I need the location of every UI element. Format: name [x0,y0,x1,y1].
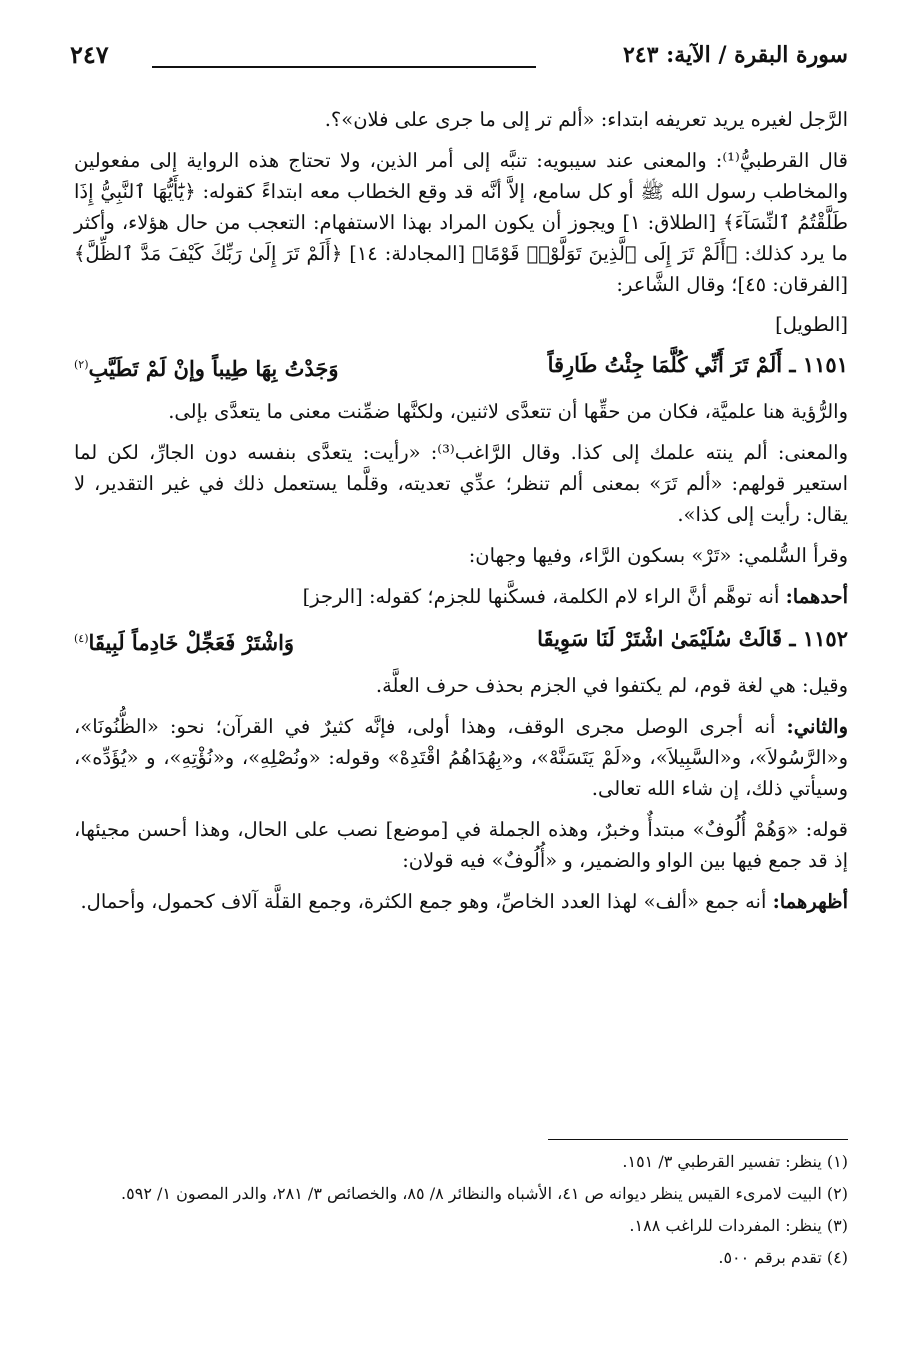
verse-text: قَالَتْ سُلَيْمَىٰ اشْتَرْ لَنَا سَوِيقَا [537,626,783,651]
footnote-separator [548,1139,848,1140]
verse-number: ١١٥٢ ـ [789,626,848,651]
footnote-4: (٤) تقدم برقم ٥٠٠. [718,1248,848,1267]
verse-text: وَجَدْتُ بِهَا طِيباً وإنْ لَمْ تَطَيَّبِ [88,356,339,381]
verse-1151 [74,348,848,386]
lead-word: أحدهما: [785,585,848,608]
paragraph-10 [74,886,848,917]
paragraph-9: قوله: «وَهُمْ أُلُوفٌ» مبتدأٌ وخبرٌ، وهذه الجملة في [موضع] نصب على الحال، وهذا أحسن مجيئها، إذ قد جمع فيها بين الواو والضمير، و «أُلُوفٌ» فيه قولان: [74,818,848,872]
main-text [74,104,848,927]
paragraph-text: أنه توهَّم أنَّ الراء لام الكلمة، فسكَّنها للجزم؛ كقوله: [الرجز] [302,585,786,608]
verse-1152-second-hemistich [74,622,294,660]
page-number: ٢٤٧ [70,40,109,69]
footnote-2: (٢) البيت لامرىء القيس ينظر ديوانه ص ٤١، الأشباه والنظائر ٨/ ٨٥، والخصائص ٣/ ٢٨١، والدر المصون ١/ ٥٩٢. [121,1184,848,1203]
paragraph-1: الرَّجل لغيره يريد تعريفه ابتداء: «ألم تر إلى ما جرى على فلان»؟. [324,108,848,131]
footnote-1: (١) ينظر: تفسير القرطبي ٣/ ١٥١. [622,1152,848,1171]
verse-text: وَاشْتَرْ فَعَجِّلْ خَادِماً لَبِيقَا [88,630,295,655]
footnote-ref[interactable]: (٤) [74,632,89,645]
paragraph-5: وقرأ السُّلمي: «تَرْ» بسكون الرَّاء، وفيها وجهان: [468,544,848,567]
lead-word: أظهرهما: [772,890,848,913]
lead-word: والثاني: [786,715,848,738]
header-title: سورة البقرة / الآية: ٢٤٣ [622,42,848,68]
footnotes [74,1148,848,1276]
paragraph-8 [74,711,848,804]
footnote-3: (٣) ينظر: المفردات للراغب ١٨٨. [629,1216,848,1235]
paragraph-2: قال القرطبيُّ⁽¹⁾: والمعنى عند سيبويه: تنبَّه إلى أمر الذين، ولا تحتاج هذه الرواية إلى مفعولين والمخاطب رسول الله ﷺ أو كل سامع، إلاَّ أنَّه قد وقع الخطاب معه ابتداءً كقوله: ﴿يَٰٓأَيُّهَا ٱلنَّبِيُّ إِذَا طَلَّقْتُمُ ٱلنِّسَآءَ﴾ [الطلاق: ١] ويجوز أن يكون المراد بهذا الاستفهام: التعجب من حال هؤلاء، وأكثر ما يرد كذلك: ﴿أَلَمْ تَرَ إِلَى ٱلَّذِينَ تَوَلَّوْا۟ قَوْمًا﴾ [المجادلة: ١٤] ﴿أَلَمْ تَرَ إِلَىٰ رَبِّكَ كَيْفَ مَدَّ ٱلظِّلَّ﴾ [الفرقان: ٤٥]؛ وقال الشَّاعر: [74,149,849,296]
meter-label-tawil: [الطويل] [775,313,848,336]
paragraph-text: أنه جمع «ألف» لهذا العدد الخاصِّ، وهو جمع الكثرة، وجمع القلَّة آلاف كحمول، وأحمال. [80,890,773,913]
verse-number: ١١٥١ ـ [789,352,848,377]
header-rule [152,66,536,68]
paragraph-6 [74,581,848,612]
paragraph-text: أنه أجرى الوصل مجرى الوقف، وهذا أولى، فإنَّه كثيرٌ في القرآن؛ نحو: «الظُّنُونَا»، و«الرَّسُولاَ»، و«السَّبِيلاَ»، و«لَمْ يَتَسَنَّهْ»، و«بِهُدَاهُمُ اقْتَدِهْ» وقوله: «ونُصْلِهِ»، و«نُؤْتِهِ»، و «يُؤَدِّه»، وسيأتي ذلك، إن شاء الله تعالى. [74,715,848,800]
paragraph-3: والرُّؤية هنا علميَّة، فكان من حقِّها أن تتعدَّى لاثنين، ولكنَّها ضمِّنت معنى ما يتعدَّى بإلى. [168,400,848,423]
paragraph-4: والمعنى: ألم ينته علمك إلى كذا. وقال الرَّاغب⁽³⁾: «رأيت: يتعدَّى بنفسه دون الجارِّ، لكن لما استعير قولهم: «ألم تَرَ» بمعنى ألم تنظر؛ عدِّي تعديته، وقلَّما يستعمل ذلك في غير التقدير، لا يقال: رأيت إلى كذا». [74,441,848,526]
footnote-ref[interactable]: (٢) [74,358,89,371]
paragraph-7: وقيل: هي لغة قوم، لم يكتفوا في الجزم بحذف حرف العلَّة. [375,674,848,697]
running-header [70,36,848,76]
verse-1152 [74,622,848,660]
verse-text: أَلَمْ تَرَ أَنِّي كُلَّمَا جِئْتُ طَارِقاً [547,352,783,377]
verse-1151-second-hemistich [74,348,339,386]
verse-1152-first-hemistich [537,622,848,660]
verse-1151-first-hemistich [548,348,848,386]
